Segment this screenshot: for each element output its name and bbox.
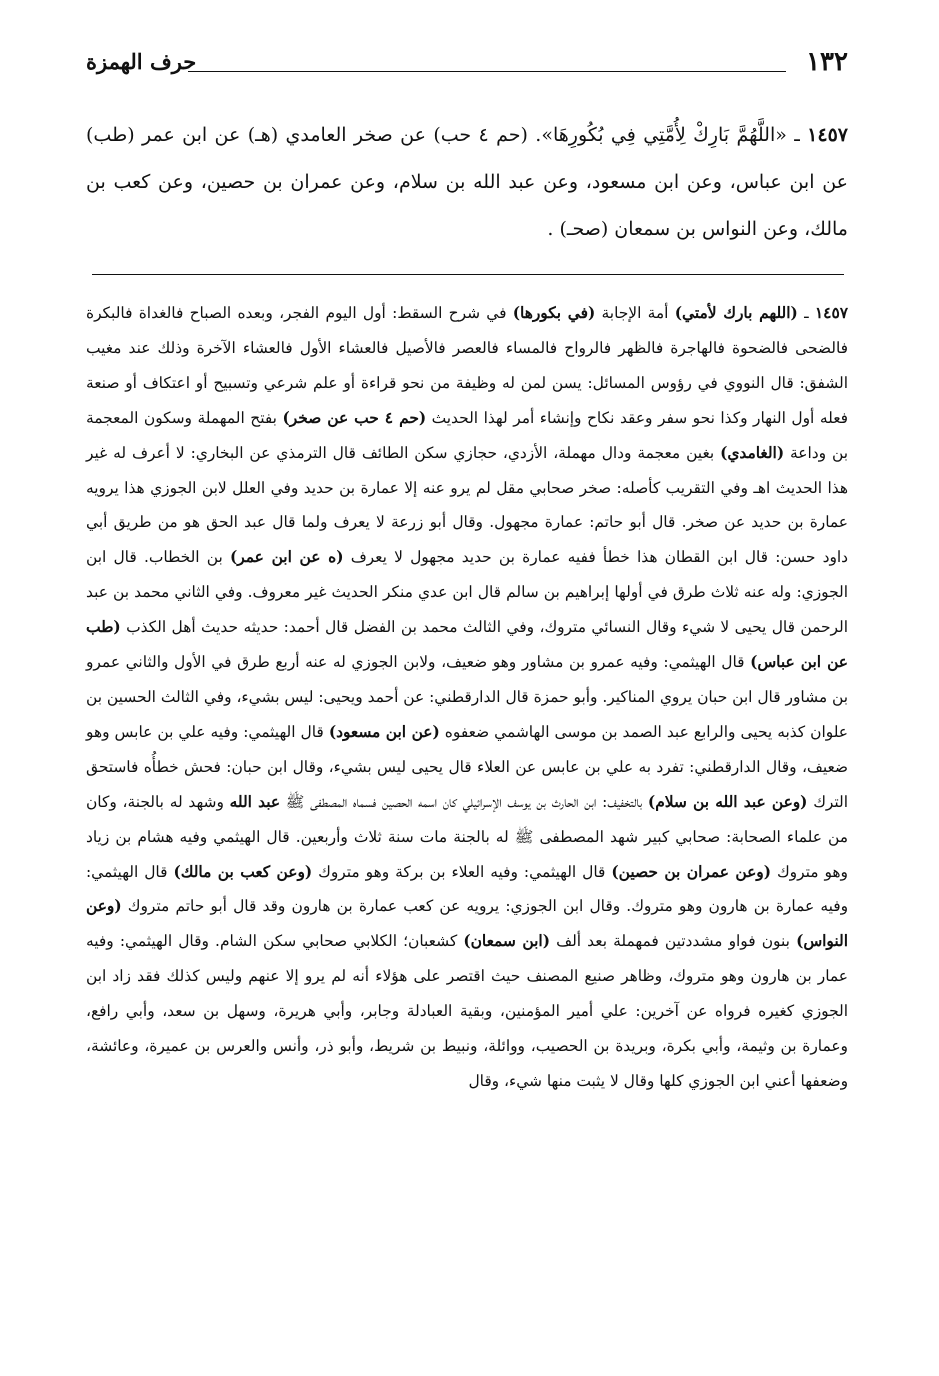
commentary-text: بن الخطاب. قال ابن الجوزي: وله عنه ثلاث طرق في أولها إبراهيم بن سالم قال ابن عدي منكر الحديث غير معروف. وفي الثاني محمد بن عبد الرحمن قال يحيى لا شيء وقال النسائي متروك، وفي الثالث محمد بن الفضل قال أحمد: حديثه حديث أهل الكذب <box>86 548 848 637</box>
commentary-quoted-phrase: (حم ٤ حب عن صخر) <box>282 408 427 427</box>
commentary-quoted-phrase: (طب عن ابن عباس) <box>86 618 848 672</box>
commentary-text: قال الهيثمي: وفيه عمارة بن هارون وهو متروك. وقال ابن الجوزي: يرويه عن كعب عمارة بن هارون وقد قال أبو حاتم متروك <box>86 862 848 916</box>
commentary-quoted-phrase: (الغامدي) <box>720 443 785 462</box>
commentary-number: ١٤٥٧ <box>814 304 848 322</box>
hadith-number: ١٤٥٧ <box>807 124 848 146</box>
chapter-title: حرف الهمزة <box>86 49 197 74</box>
commentary-text: كشعبان؛ الكلابي صحابي سكن الشام. وقال الهيثمي: وفيه عمار بن هارون وهو متروك، وظاهر صنيع المصنف حيث اقتصر على هؤلاء أنه لم يرو إلا عنهم وليس كذلك فقد زاد ابن الجوزي كغيره فرواه عن آخرين: علي أمير المؤمنين، وبقية العبادلة وجابر، وأبي هريرة، وسهل بن سعد، وأبي رافع، وعمارة بن وثيمة، وأبي بكرة، وبريدة بن الحصيب، ووائلة، ونبيط بن شريط، وأبو ذر، وأنس والعرس بن عميرة، وعائشة، وضعفها أعني ابن الجوزي كلها وقال لا يثبت منها شيء، وقال <box>86 932 848 1090</box>
commentary-quoted-phrase: (عن ابن مسعود) <box>328 722 440 741</box>
commentary-quoted-phrase: (في بكورها) <box>512 304 596 322</box>
commentary-text: قال الهيثمي: وفيه عمرو بن مشاور وهو ضعيف، ولابن الجوزي له عنه أربع طرق في الأول والثاني عمرو بن مشاور قال ابن حبان يروي المناكير. وأبو حمزة قال الدارقطني: عن أحمد ويحيى: ليس بشيء، وفي الثالث الحسين بن علوان كذبه يحيى والرابع عبد الصمد بن موسى الهاشمي ضعفوه <box>86 653 848 741</box>
hadith-matn: «اللَّهُمَّ بَارِكْ لِأُمَّتِي فِي بُكُورِهَا» <box>541 124 787 146</box>
commentary-text: بالتخفيف: ابن الحارث بن يوسف الإسرائيلي كان اسمه الحصين فسماه المصطفى ﷺ <box>280 792 648 811</box>
commentary-text: بفتح المهملة وسكون المعجمة بن وداعة <box>86 408 848 462</box>
header-rule <box>188 71 786 72</box>
commentary-text: بغين معجمة ودال مهملة، الأزدي، حجازي سكن الطائف قال الترمذي عن البخاري: لا أعرف له غير هذا الحديث اهـ وفي التقريب كأصله: صخر صحابي مقل لم يرو عنه إلا عمارة بن حديد وفي العلل لابن الجوزي هذا يرويه عمارة بن حديد عن صخر. قال أبو حاتم: عمارة مجهول. وقال أبو زرعة لا يعرف ولما قال عبد الحق هو من طريق أبي داود حسن: قال ابن القطان هذا خطأ ففيه عمارة بن حديد مجهول لا يعرف <box>86 443 849 567</box>
commentary-quoted-phrase: (ابن سمعان) <box>463 932 550 951</box>
running-header <box>86 44 848 80</box>
commentary-text: في شرح السقط: أول اليوم الفجر، وبعده الصباح فالغداة فالبكرة فالضحى فالضحوة فالهاجرة فالظهر فالرواح فالمساء فالعصر فالأصيل فالعشاء الأول فالعشاء الآخرة وذلك عند مغيب الشفق: قال النووي في رؤوس المسائل: يسن لمن له وظيفة من نحو قراءة أو علم شرعي وتسبيح أو اعتكاف أو صنعة فعله أول النهار وكذا نحو سفر وعقد نكاح وإنشاء أمر لهذا الحديث <box>86 304 848 427</box>
commentary-quoted-phrase: (ه عن ابن عمر) <box>230 548 344 567</box>
hadith-text-block <box>86 112 848 253</box>
commentary-text: أمة الإجابة <box>595 304 675 322</box>
commentary-quoted-phrase: (وعن عبد الله بن سلام) <box>647 792 808 811</box>
page-number: ١٣٢ <box>806 47 848 77</box>
commentary-quoted-phrase: (وعن كعب بن مالك) <box>173 862 313 881</box>
commentary-quoted-phrase: (اللهم بارك لأمتي) <box>674 304 798 322</box>
hadith-dash: ـ <box>786 124 808 146</box>
hadith-takhrij: . (حم ٤ حب) عن صخر العامدي (هـ) عن ابن عمر (طب) عن ابن عباس، وعن ابن مسعود، وعن عبد الله بن سلام، وعن عمران بن حصين، وعن كعب بن مالك، وعن النواس بن سمعان (صحـ) . <box>86 124 848 240</box>
commentary-text: قال الهيثمي: وفيه العلاء بن بركة وهو متروك <box>312 862 612 881</box>
commentary-text: بنون فواو مشددتين فمهملة بعد ألف <box>549 932 797 951</box>
commentary-quoted-phrase: (وعن عمران بن حصين) <box>611 862 772 881</box>
section-divider <box>92 274 844 275</box>
commentary-block <box>86 296 848 1099</box>
commentary-dash: ـ <box>797 304 815 322</box>
commentary-text: قال الهيثمي: وفيه علي بن عابس وهو ضعيف، وقال الدارقطني: تفرد به علي بن عابس عن العلاء قال يحيى ليس بشيء، وقال ابن حبان: فحش خطأُه فاستحق الترك <box>86 722 848 811</box>
commentary-quoted-phrase: عبد الله <box>229 792 281 811</box>
commentary-text: وشهد له بالجنة، وكان من علماء الصحابة: صحابي كبير شهد المصطفى ﷺ له بالجنة مات سنة ثلاث وأربعين. قال الهيثمي وفيه هشام بن زياد وهو متروك <box>86 792 848 881</box>
commentary-quoted-phrase: (وعن النواس) <box>86 897 848 951</box>
